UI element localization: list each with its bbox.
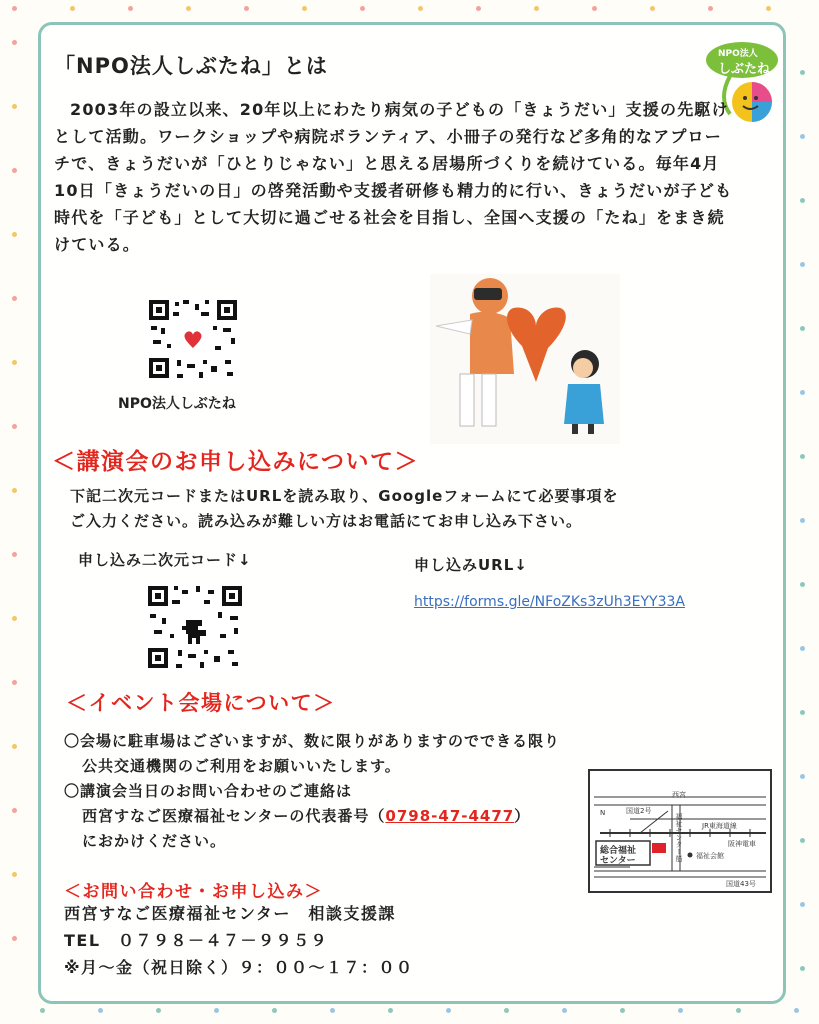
- decorative-dot: [12, 488, 17, 493]
- decorative-dot: [736, 1008, 741, 1013]
- decorative-dot: [418, 6, 423, 11]
- decorative-dot: [766, 6, 771, 11]
- decorative-dot: [12, 936, 17, 941]
- contact-hours: ※月～金（祝日除く）９：００～１７：００: [64, 958, 414, 977]
- decorative-dot: [800, 582, 805, 587]
- decorative-dot: [650, 6, 655, 11]
- decorative-dot: [800, 262, 805, 267]
- venue-heading: ＜イベント会場について＞: [66, 691, 336, 715]
- decorative-dot: [800, 646, 805, 651]
- decorative-dot: [12, 360, 17, 365]
- decorative-dot: [800, 966, 805, 971]
- map-street-label: 福祉センター筋: [675, 813, 683, 862]
- map-center-label-2: センター: [600, 856, 636, 866]
- decorative-dot: [156, 1008, 161, 1013]
- decorative-dot: [800, 902, 805, 907]
- contact-heading: ＜お問い合わせ・お申し込み＞: [64, 882, 323, 902]
- decorative-dot: [12, 40, 17, 45]
- decorative-dot: [12, 168, 17, 173]
- decorative-dot: [12, 104, 17, 109]
- contact-info: [64, 900, 414, 981]
- decorative-dot: [504, 1008, 509, 1013]
- venue-item-2-line-3: におかけください。: [82, 832, 227, 850]
- venue-item-1-line-1: 〇会場に駐車場はございますが、数に限りがありますのでできる限り: [64, 732, 561, 750]
- map-jr-label: JR東海道線: [702, 822, 737, 830]
- decorative-dot: [12, 616, 17, 621]
- decorative-dot: [592, 6, 597, 11]
- contact-tel: TEL ０７９８－４７－９９５９: [64, 931, 329, 950]
- map-hanshin-label: 阪神電車: [728, 840, 756, 848]
- logo-text-top: NPO法人: [718, 49, 758, 59]
- decorative-dot: [330, 1008, 335, 1013]
- decorative-dot: [800, 710, 805, 715]
- decorative-dot: [12, 6, 17, 11]
- application-qr-label: 申し込み二次元コード↓: [78, 551, 252, 569]
- decorative-dot: [70, 6, 75, 11]
- venue-item-2-line-1: 〇講演会当日のお問い合わせのご連絡は: [64, 782, 353, 800]
- contact-org: 西宮すなご医療福祉センター 相談支援課: [64, 904, 396, 923]
- application-url-label: 申し込みURL↓: [414, 556, 528, 574]
- decorative-dot: [12, 808, 17, 813]
- decorative-dot: [800, 326, 805, 331]
- decorative-dot: [12, 680, 17, 685]
- decorative-dot: [800, 838, 805, 843]
- heart-illustration: [430, 274, 620, 444]
- venue-phone-suffix: ）: [514, 807, 531, 825]
- decorative-dot: [534, 6, 539, 11]
- decorative-dot: [302, 6, 307, 11]
- decorative-dot: [800, 134, 805, 139]
- application-qr-code[interactable]: [146, 584, 244, 674]
- intro-text: [54, 96, 734, 258]
- org-qr-label: NPO法人しぶたね: [118, 396, 236, 412]
- decorative-dot: [40, 1008, 45, 1013]
- decorative-dot: [800, 518, 805, 523]
- venue-map: [588, 769, 772, 893]
- decorative-dot: [800, 70, 805, 75]
- map-route43-label: 国道43号: [726, 880, 756, 888]
- decorative-dot: [272, 1008, 277, 1013]
- decorative-dot: [12, 552, 17, 557]
- decorative-dot: [214, 1008, 219, 1013]
- page-title: 「NPO法人しぶたね」とは: [54, 54, 328, 78]
- decorative-dot: [800, 454, 805, 459]
- instructions-line-1: 下記二次元コードまたはURLを読み取り、Googleフォームにて必要事項を: [70, 487, 619, 505]
- instructions-line-2: ご入力ください。読み込みが難しい方はお電話にてお申し込み下さい。: [70, 512, 583, 530]
- decorative-dot: [620, 1008, 625, 1013]
- venue-item-1-line-2: 公共交通機関のご利用をお願いいたします。: [82, 757, 401, 775]
- map-center-label-1: 総合福祉: [600, 846, 637, 856]
- decorative-dot: [244, 6, 249, 11]
- decorative-dot: [800, 390, 805, 395]
- venue-phone-prefix: 西宮すなご医療福祉センターの代表番号（: [82, 807, 386, 825]
- decorative-dot: [360, 6, 365, 11]
- decorative-dot: [12, 744, 17, 749]
- decorative-dot: [128, 6, 133, 11]
- application-url-link[interactable]: https://forms.gle/NFoZKs3zUh3EYY33A: [414, 594, 685, 610]
- decorative-dot: [12, 424, 17, 429]
- decorative-dot: [800, 198, 805, 203]
- decorative-dot: [12, 872, 17, 877]
- map-nishimiya-label: 西宮: [672, 791, 686, 799]
- decorative-dot: [800, 774, 805, 779]
- decorative-dot: [562, 1008, 567, 1013]
- application-heading: ＜講演会のお申し込みについて＞: [52, 449, 420, 475]
- map-route2-label: 国道2号: [626, 807, 652, 815]
- decorative-dot: [678, 1008, 683, 1013]
- decorative-dot: [98, 1008, 103, 1013]
- decorative-dot: [476, 6, 481, 11]
- decorative-dot: [446, 1008, 451, 1013]
- decorative-dot: [12, 232, 17, 237]
- map-fukushi-kaikan-label: 福祉会館: [696, 852, 724, 860]
- decorative-dot: [186, 6, 191, 11]
- intro-paragraph: 2003年の設立以来、20年以上にわたり病気の子どもの「きょうだい」支援の先駆けとして活動。ワークショップや病院ボランティア、小冊子の発行など多角的なアプローチで、きょうだいが「ひとりじゃない」と思える居場所づくりを続けている。毎年4月10日「きょうだいの日」の啓発活動や支援者研修も精力的に行い、きょうだいが子ども時代を「子ども」として大切に過ごせる社会を目指し、全国へ支援の「たね」をまき続けている。: [54, 100, 733, 254]
- logo-text-main: しぶたね: [718, 62, 771, 77]
- decorative-dot: [12, 296, 17, 301]
- decorative-dot: [708, 6, 713, 11]
- map-north-label: N: [600, 809, 606, 817]
- decorative-dot: [794, 1008, 799, 1013]
- decorative-dot: [388, 1008, 393, 1013]
- org-qr-code: [147, 298, 239, 384]
- venue-phone-number[interactable]: 0798-47-4477: [385, 807, 515, 825]
- application-instructions: [70, 484, 760, 534]
